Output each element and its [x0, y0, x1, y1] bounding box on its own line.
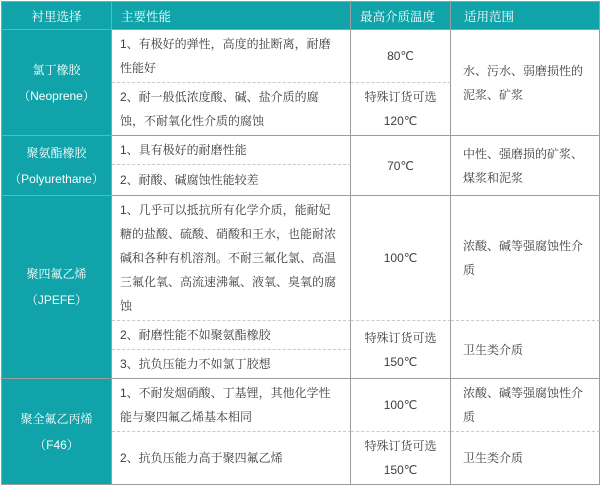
performance-cell: 1、具有极好的耐磨性能	[112, 136, 351, 165]
temperature-cell: 80℃	[351, 30, 451, 83]
scope-cell: 浓酸、碱等强腐蚀性介质	[451, 196, 600, 321]
header-row	[2, 2, 600, 30]
temperature-cell	[351, 321, 451, 379]
temperature-line-1: 特殊订货可选	[364, 439, 437, 453]
material-name: 氯丁橡胶	[32, 62, 81, 77]
material-name: 聚氨酯橡胶	[26, 145, 87, 160]
header-cell-max-temp: 最高介质温度	[351, 2, 451, 30]
scope-cell: 卫生类介质	[451, 321, 600, 379]
performance-cell: 2、耐一般低浓度酸、碱、盐介质的腐蚀，不耐氧化性介质的腐蚀	[112, 83, 351, 136]
scope-cell: 卫生类介质	[451, 432, 600, 485]
temperature-cell	[351, 432, 451, 485]
performance-cell: 1、不耐发烟硝酸、丁基锂，其他化学性能与聚四氟乙烯基本相同	[112, 379, 351, 432]
performance-cell: 3、抗负压能力不如氯丁胶想	[112, 350, 351, 379]
material-cell-polyurethane	[2, 136, 112, 196]
performance-cell: 2、耐酸、碱腐蚀性能较差	[112, 165, 351, 196]
material-name: 聚全氟乙丙烯	[20, 411, 93, 426]
material-cell-f46	[2, 379, 112, 485]
temperature-line-1: 特殊订货可选	[364, 330, 437, 345]
header-cell-scope: 适用范围	[451, 2, 600, 30]
temperature-line-2: 150℃	[383, 463, 418, 477]
temperature-line-1: 特殊订货可选	[364, 90, 437, 104]
material-name: 聚四氟乙烯	[26, 267, 87, 281]
table-row	[2, 379, 600, 432]
lining-selection-table	[1, 1, 600, 485]
material-alias: （F46）	[34, 437, 79, 452]
header-cell-lining: 衬里选择	[2, 2, 112, 30]
material-alias: （Neoprene）	[18, 88, 95, 103]
temperature-cell: 70℃	[351, 136, 451, 196]
scope-cell: 水、污水、弱磨损性的泥浆、矿浆	[451, 30, 600, 136]
table-row	[2, 196, 600, 321]
scope-cell: 浓酸、碱等强腐蚀性介质	[451, 379, 600, 432]
temperature-cell	[351, 83, 451, 136]
performance-cell: 1、几乎可以抵抗所有化学介质，能耐妃糖的盐酸、硫酸、硝酸和王水，也能耐浓碱和各种有机溶剂。不耐三氟化氯、高温三氟化氧、高流速沸氟、液氧、臭氧的腐蚀	[112, 196, 351, 321]
material-cell-neoprene	[2, 30, 112, 136]
temperature-cell: 100℃	[351, 196, 451, 321]
table-row	[2, 30, 600, 83]
performance-cell: 2、抗负压能力高于聚四氟乙烯	[112, 432, 351, 485]
table-row	[2, 136, 600, 165]
performance-cell: 1、有极好的弹性，高度的扯断离，耐磨性能好	[112, 30, 351, 83]
temperature-line-2: 120℃	[383, 114, 418, 128]
scope-cell: 中性、强磨损的矿浆、煤浆和泥浆	[451, 136, 600, 196]
material-cell-ptfe	[2, 196, 112, 379]
material-alias: （JPEFE）	[25, 293, 88, 307]
material-alias: （Polyurethane）	[9, 171, 104, 186]
performance-cell: 2、耐磨性能不如聚氨酯橡胶	[112, 321, 351, 350]
header-cell-performance: 主要性能	[112, 2, 351, 30]
temperature-line-2: 150℃	[383, 354, 418, 369]
temperature-cell: 100℃	[351, 379, 451, 432]
